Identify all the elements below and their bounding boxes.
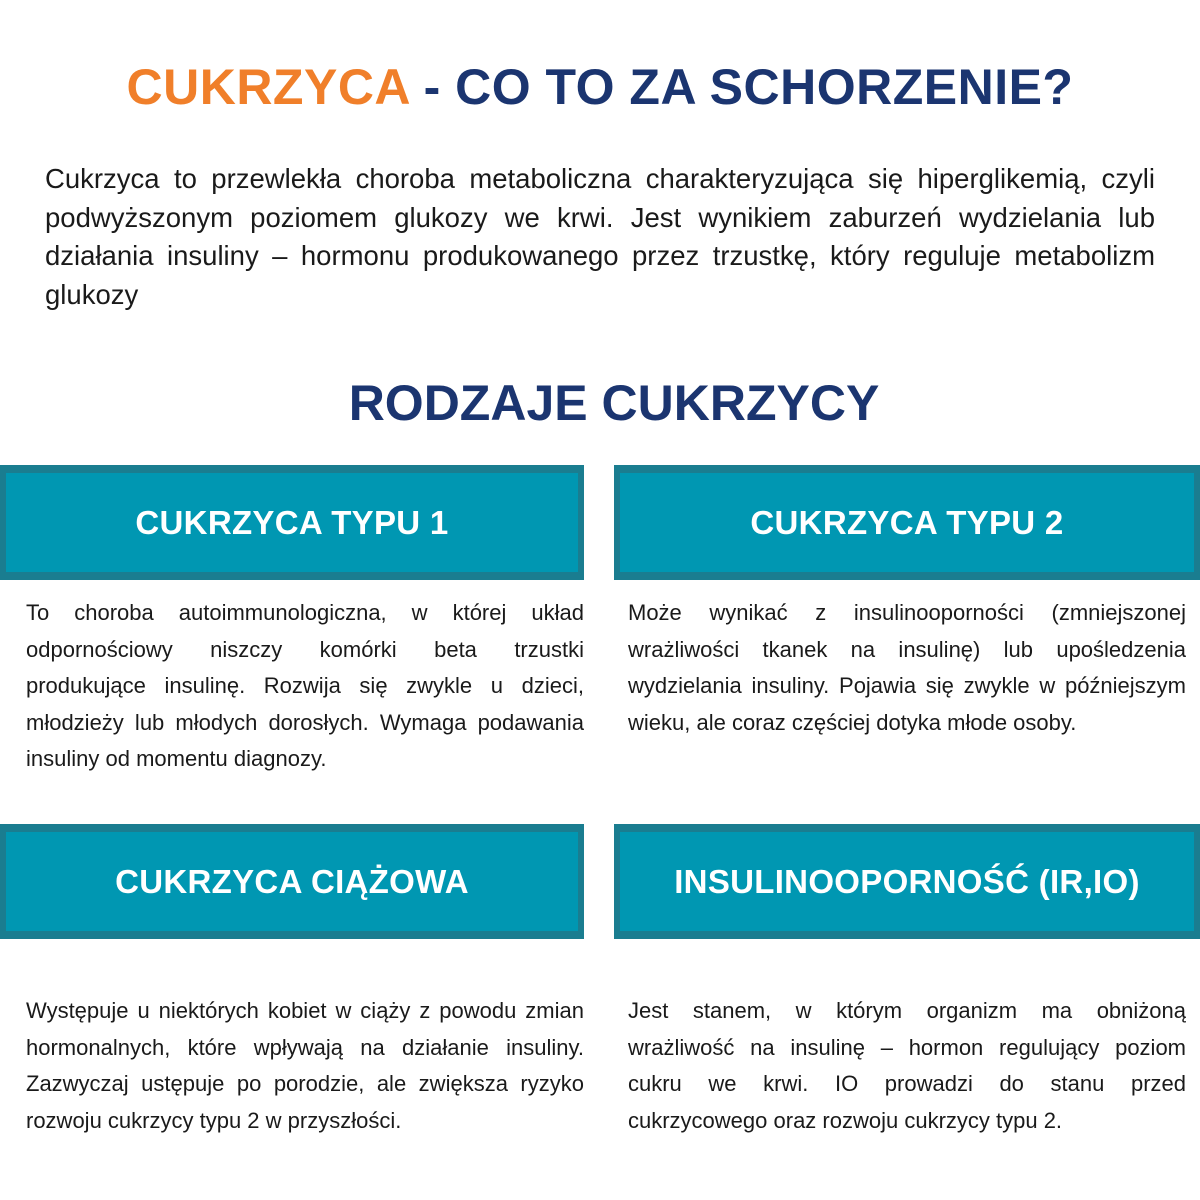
type-1-heading: CUKRZYCA TYPU 1 bbox=[135, 503, 449, 541]
type-2-heading: CUKRZYCA TYPU 2 bbox=[750, 503, 1064, 541]
gestational-heading: CUKRZYCA CIĄŻOWA bbox=[115, 862, 469, 900]
insulin-resistance-header bbox=[614, 824, 1200, 939]
insulin-resistance-heading: INSULINOOPORNOŚĆ (IR,IO) bbox=[674, 862, 1140, 900]
title-rest: - CO TO ZA SCHORZENIE? bbox=[409, 59, 1074, 115]
gestational-header bbox=[0, 824, 584, 939]
type-1-description: To choroba autoimmunologiczna, w której układ odpornościowy niszczy komórki beta trzustki produkujące insulinę. Rozwija się zwykle u dzieci, młodzieży lub młodych dorosłych. Wymaga podawania insuliny od momentu diagnozy. bbox=[26, 600, 584, 771]
page-title bbox=[0, 52, 1200, 122]
type-1-header bbox=[0, 465, 584, 580]
insulin-resistance-description: Jest stanem, w którym organizm ma obniżoną wrażliwość na insulinę – hormon regulujący poziom cukru we krwi. IO prowadzi do stanu przed cukrzycowego oraz rozwoju cukrzycy typu 2. bbox=[628, 998, 1186, 1133]
type-2-header bbox=[614, 465, 1200, 580]
intro-paragraph: Cukrzyca to przewlekła choroba metaboliczna charakteryzująca się hiperglikemią, czyli podwyższonym poziomem glukozy we krwi. Jest wynikiem zaburzeń wydzielania lub działania insuliny – hormonu produkowanego przez trzustkę, który reguluje metabolizm glukozy bbox=[45, 163, 1155, 310]
title-accent: CUKRZYCA bbox=[126, 59, 410, 115]
section-title: RODZAJE CUKRZYCY bbox=[348, 375, 880, 431]
type-2-description: Może wynikać z insulinooporności (zmniejszonej wrażliwości tkanek na insulinę) lub upośledzenia wydzielania insuliny. Pojawia się zwykle w późniejszym wieku, ale coraz częściej dotyka młode osoby. bbox=[628, 600, 1186, 735]
gestational-description: Występuje u niektórych kobiet w ciąży z powodu zmian hormonalnych, które wpływają na działanie insuliny. Zazwyczaj ustępuje po porodzie, ale zwiększa ryzyko rozwoju cukrzycy typu 2 w przyszłości. bbox=[26, 998, 584, 1133]
